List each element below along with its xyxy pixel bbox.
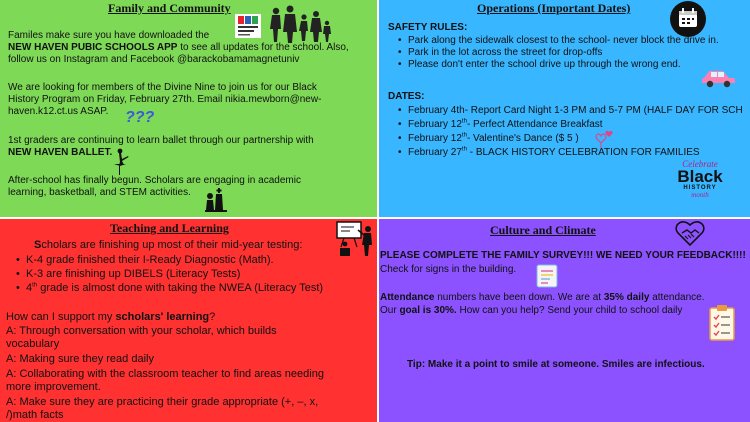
survey-signs-note: Check for signs in the building. xyxy=(380,264,517,275)
answer-conversation-line2: vocabulary xyxy=(6,338,60,350)
safety-rules-list xyxy=(396,35,719,71)
attendance-line1: Attendance numbers have been down. We are at 35% daily attendance. xyxy=(380,292,705,303)
divine-nine-line1: We are looking for members of the Divine Nine to join us for our Black xyxy=(8,82,317,93)
culture-climate-section xyxy=(378,218,750,422)
car-icon xyxy=(700,66,736,93)
checklist-clipboard-icon xyxy=(706,304,738,347)
safety-rules-heading: SAFETY RULES: xyxy=(388,22,468,33)
operations-section xyxy=(378,0,750,218)
support-question: How can I support my scholars' learning? xyxy=(6,311,216,323)
testing-item: • K-4 grade finished their I-Ready Diagnostic (Math). xyxy=(14,253,323,267)
black-history-month-logo: Celebrate Black HISTORY month xyxy=(677,159,723,199)
answer-collaborate-line1: A: Collaborating with the classroom teacher to find areas needing xyxy=(6,368,324,380)
ballet-line1: 1st graders are continuing to learn ballet through our partnership with xyxy=(8,135,314,146)
afterschool-line2: learning, basketball, and STEM activities. xyxy=(8,187,191,198)
family-community-title: Family and Community xyxy=(108,1,231,15)
safety-rule-item: • Please don't enter the school drive up through the wrong end. xyxy=(396,59,719,71)
date-item: • February 12th- Perfect Attendance Breakfast xyxy=(396,118,743,132)
vertical-divider xyxy=(377,0,379,422)
date-item: • February 12th- Valentine's Dance ($ 5 ) xyxy=(396,132,743,146)
app-download-line1: Familes make sure you have downloaded the xyxy=(8,30,210,41)
dates-heading: DATES: xyxy=(388,91,425,102)
horizontal-divider xyxy=(0,217,750,219)
nhps-app-name: NEW HAVEN PUBIC SCHOOLS APP xyxy=(8,42,178,53)
answer-math-facts-line2: /)math facts xyxy=(6,409,64,421)
afterschool-line1: After-school has finally begun. Scholars are engaging in academic xyxy=(8,175,301,186)
divine-nine-line3: haven.k12.ct.us ASAP. xyxy=(8,106,109,117)
testing-item: • 4th grade is almost done with taking the NWEA (Literacy Test) xyxy=(14,281,323,295)
answer-conversation-line1: A: Through conversation with your scholar, which builds xyxy=(6,325,277,337)
attendance-line2: Our goal is 30%. How can you help? Send your child to school daily xyxy=(380,305,683,316)
testing-list xyxy=(14,253,323,295)
question-marks-icon: ??? xyxy=(125,109,155,126)
app-download-line2 xyxy=(8,42,349,54)
answer-read-daily: A: Making sure they read daily xyxy=(6,353,154,365)
handshake-heart-icon xyxy=(674,219,706,252)
hearts-icon xyxy=(595,130,615,153)
divine-nine-line2: History Program on Friday, February 27th. Email nikia.mewborn@new- xyxy=(8,94,322,105)
safety-rule-item: • Park in the lot across the street for drop-offs xyxy=(396,47,719,59)
smile-tip: Tip: Make it a point to smile at someone. Smiles are infectious. xyxy=(407,359,705,370)
operations-title: Operations (Important Dates) xyxy=(477,1,631,15)
social-media-line: follow us on Instagram and Facebook @barackobamamagnetuniv xyxy=(8,54,300,65)
safety-rule-item: • Park along the sidewalk closest to the school- never block the drive in. xyxy=(396,35,719,47)
teaching-learning-title: Teaching and Learning xyxy=(110,221,229,235)
school-logo-icon xyxy=(235,14,261,38)
testing-intro: Scholars are finishing up most of their mid-year testing: xyxy=(34,239,303,251)
answer-math-facts-line1: A: Make sure they are practicing their grade appropriate (+, –, x, xyxy=(6,396,319,408)
family-survey-notice: PLEASE COMPLETE THE FAMILY SURVEY!!! WE NEED YOUR FEEDBACK!!!! xyxy=(380,250,746,261)
dates-list xyxy=(396,104,743,160)
testing-item: • K-3 are finishing up DIBELS (Literacy Tests) xyxy=(14,267,323,281)
date-item: • February 27th - BLACK HISTORY CELEBRATION FOR FAMILIES xyxy=(396,146,743,160)
chess-pieces-icon xyxy=(205,186,227,217)
ballet-line2: NEW HAVEN BALLET. xyxy=(8,147,113,158)
date-item: • February 4th- Report Card Night 1-3 PM and 5-7 PM (HALF DAY FOR SCH xyxy=(396,104,743,118)
answer-collaborate-line2: more improvement. xyxy=(6,381,101,393)
culture-climate-title: Culture and Climate xyxy=(490,223,596,237)
family-community-section xyxy=(0,0,378,218)
app-download-line2-rest: to see all updates for the school. Also, xyxy=(177,42,349,53)
survey-clipboard-icon xyxy=(534,262,562,295)
teacher-whiteboard-icon xyxy=(336,220,376,263)
teaching-learning-section xyxy=(0,218,378,422)
